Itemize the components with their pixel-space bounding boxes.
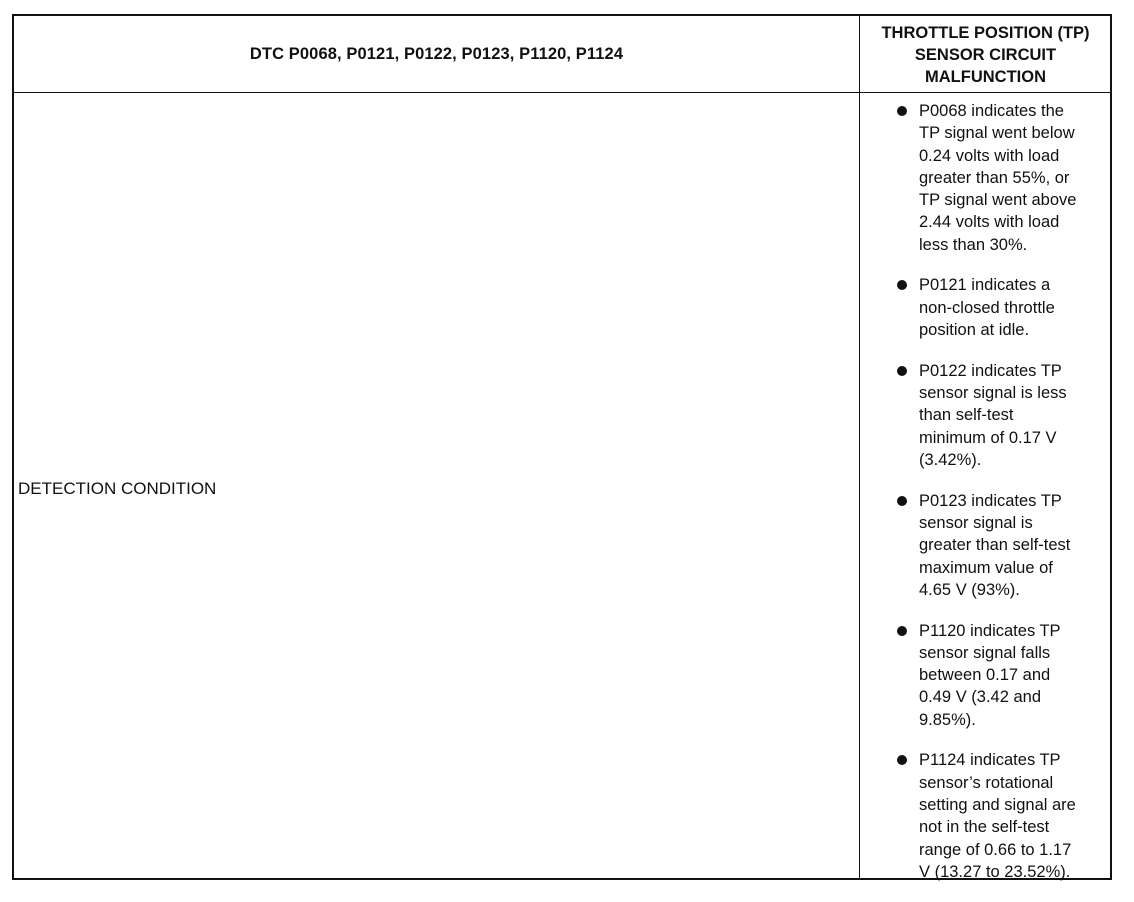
bullet-dot-icon (897, 755, 907, 765)
condition-title-line: SENSOR CIRCUIT (914, 46, 1057, 64)
bullet-text-line: sensor signal falls (919, 643, 1051, 662)
bullet-text-line: TP signal went below (919, 124, 1075, 143)
detection-condition-label: DETECTION CONDITION (18, 479, 217, 498)
bullet-text-line: greater than self-test (919, 536, 1071, 555)
bullet-text-line: 9.85%). (919, 710, 976, 729)
bullet-text-line: sensor’s rotational (919, 773, 1054, 792)
bullet-dot-icon (897, 280, 907, 290)
bullet-text-line: 4.65 V (93%). (919, 580, 1020, 599)
list-item (861, 490, 1110, 601)
bullet-text-line: P0121 indicates a (919, 276, 1051, 295)
bullet-text-line: sensor signal is (919, 513, 1033, 532)
bullet-text-line: P0123 indicates TP (919, 491, 1062, 510)
bullet-text-line: P0068 indicates the (919, 102, 1064, 120)
bullet-dot-icon (897, 626, 907, 636)
bullet-text-line: maximum value of (919, 558, 1053, 577)
bullet-text-line: P0122 indicates TP (919, 361, 1062, 380)
bullet-text-line: P1124 indicates TP (919, 751, 1061, 770)
bullet-text-line: P1120 indicates TP (919, 621, 1061, 640)
bullet-text-line: greater than 55%, or (919, 168, 1070, 187)
bullet-text-line: range of 0.66 to 1.17 (919, 840, 1072, 859)
list-item (861, 749, 1110, 883)
dtc-codes-header: DTC P0068, P0121, P0122, P0123, P1120, P1124 (249, 45, 624, 63)
bullet-text-line: non-closed throttle (919, 298, 1055, 317)
list-item (861, 360, 1110, 471)
bullet-text-line: (3.42%). (919, 450, 982, 469)
bullet-dot-icon (897, 106, 907, 116)
bullet-text-line: between 0.17 and (919, 666, 1051, 685)
bullet-text-line: V (13.27 to 23.52%). (919, 862, 1071, 881)
bullet-text-line: 0.24 volts with load (919, 146, 1060, 165)
bullet-dot-icon (897, 496, 907, 506)
bullet-text-line: minimum of 0.17 V (919, 428, 1057, 447)
list-item (861, 274, 1110, 341)
bullet-dot-icon (897, 366, 907, 376)
bullet-text-line: not in the self-test (919, 818, 1050, 837)
condition-title-line: MALFUNCTION (925, 68, 1046, 86)
bullet-text-line: less than 30%. (919, 235, 1028, 254)
bullet-text-line: 2.44 volts with load (919, 213, 1060, 232)
table-header-row (14, 16, 1110, 93)
condition-title-line: THROTTLE POSITION (TP) (881, 24, 1090, 42)
list-item (861, 100, 1110, 256)
dtc-table (12, 14, 1112, 880)
condition-title-header (861, 20, 1110, 90)
bullet-text-line: setting and signal are (919, 795, 1076, 814)
bullet-text-line: position at idle. (919, 321, 1030, 340)
bullet-text-line: sensor signal is less (919, 384, 1067, 403)
bullet-text-line: TP signal went above (919, 191, 1077, 210)
column-divider (859, 16, 860, 878)
bullet-text-line: than self-test (919, 406, 1014, 425)
bullet-text-line: 0.49 V (3.42 and (919, 688, 1042, 707)
detection-condition-list (861, 100, 1110, 902)
list-item (861, 620, 1110, 731)
